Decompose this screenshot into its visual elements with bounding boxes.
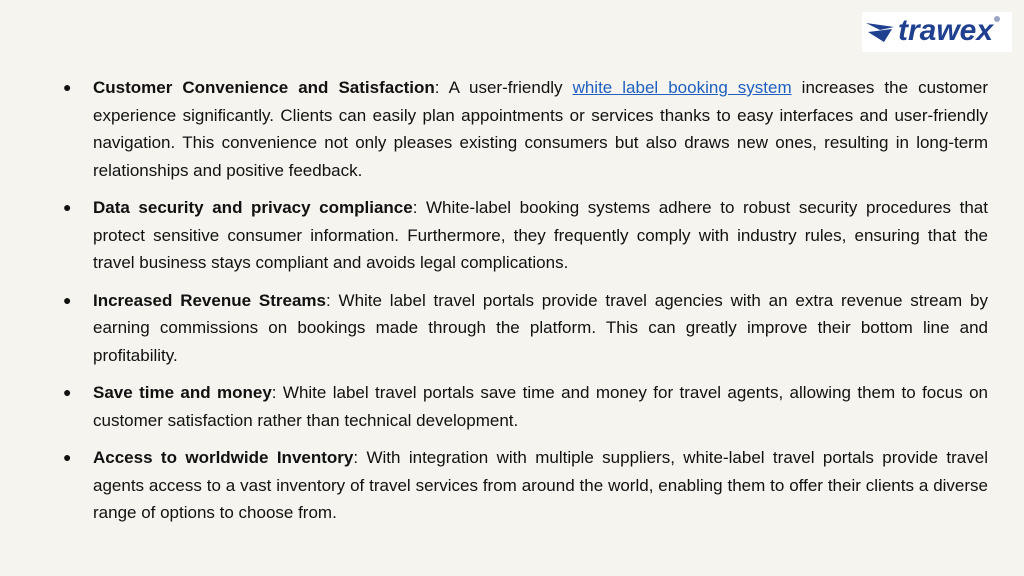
item-text <box>93 444 988 527</box>
list-item <box>60 444 988 527</box>
bullet-list <box>60 74 988 537</box>
item-term: Customer Convenience and Satisfaction <box>93 78 435 97</box>
trawex-logo <box>862 12 1012 52</box>
item-body: : With integration with multiple suppliers, white-label travel portals provide travel agents access to a vast inventory of travel services from around the world, enabling them to offer their clients a diverse range of options to choose from. <box>93 448 988 522</box>
list-item <box>60 74 988 184</box>
item-term: Save time and money <box>93 383 272 402</box>
bullet-icon: ● <box>63 199 72 215</box>
item-text <box>93 379 988 434</box>
item-body: : White label travel portals save time and money for travel agents, allowing them to focus on customer satisfaction rather than technical development. <box>93 383 988 430</box>
item-body: increases the customer experience significantly. Clients can easily plan appointments or services thanks to easy interfaces and user-friendly navigation. This convenience not only pleases existing consumers but also draws new ones, resulting in long-term relationships and positive feedback. <box>93 78 988 180</box>
item-term: Increased Revenue Streams <box>93 290 326 310</box>
bullet-icon: ● <box>63 291 72 308</box>
item-body: : White-label booking systems adhere to robust security procedures that protect sensitive consumer information. Furthermore, they frequently comply with industry rules, ensuring that the travel business stays compliant and avoids legal complications. <box>93 198 988 272</box>
logo-dot-icon <box>994 16 1000 22</box>
white-label-booking-system-link[interactable]: white label booking system <box>572 78 792 97</box>
list-item <box>60 287 988 370</box>
list-item <box>60 194 988 277</box>
bullet-icon: ● <box>63 449 72 465</box>
logo-text: trawex <box>898 14 994 47</box>
bullet-icon: ● <box>63 384 72 400</box>
item-term: Data security and privacy compliance <box>93 198 413 217</box>
item-text <box>93 194 988 277</box>
item-text <box>93 287 988 370</box>
item-term: Access to worldwide Inventory <box>93 448 354 467</box>
arrow-chevron-icon <box>866 21 896 43</box>
list-item <box>60 379 988 434</box>
item-pre-text: : A user-friendly <box>434 78 573 97</box>
item-body: : White label travel portals provide travel agencies with an extra revenue stream by earning commissions on bookings made through the platform. This can greatly improve their bottom line and profitability. <box>93 290 988 365</box>
item-text <box>93 74 988 184</box>
bullet-icon: ● <box>63 79 72 95</box>
